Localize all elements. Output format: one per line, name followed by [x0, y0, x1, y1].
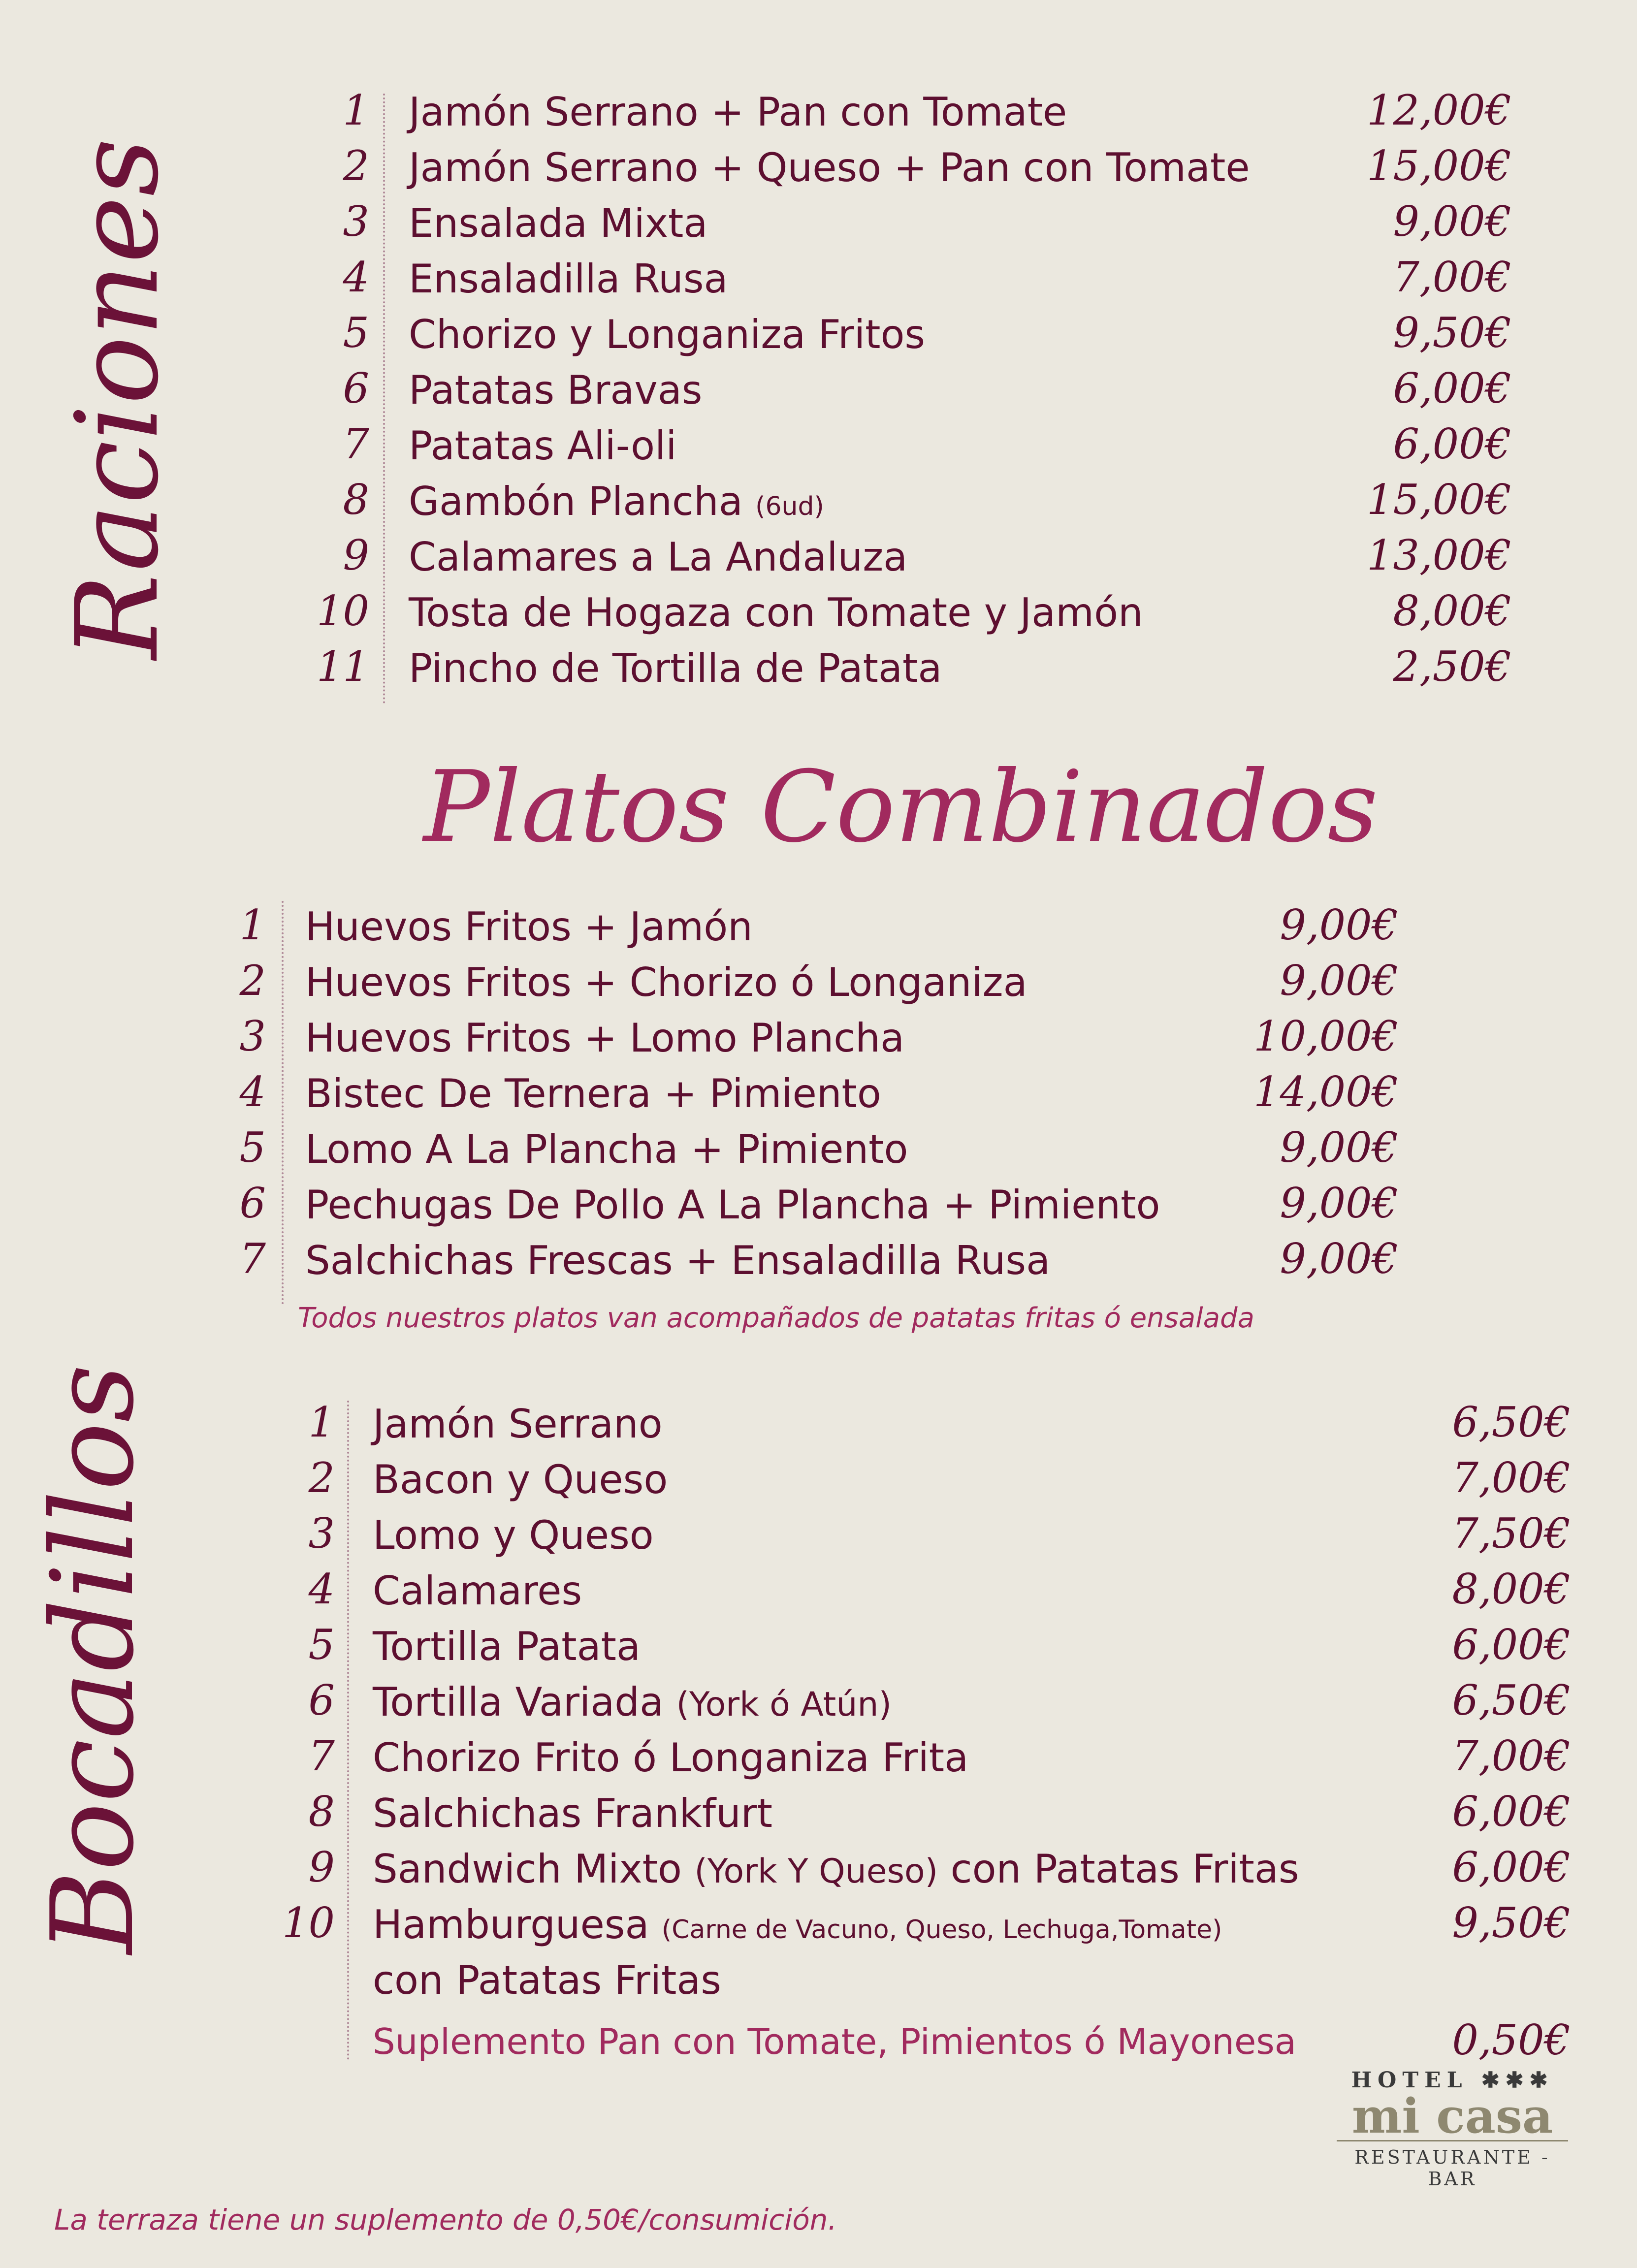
item-name [409, 312, 925, 357]
item-name [373, 1846, 1299, 1892]
item-name [409, 89, 1067, 135]
item-name [373, 1790, 772, 1836]
item-number: 6 [343, 364, 369, 413]
item-name [373, 1679, 892, 1725]
menu-item [0, 1899, 1637, 2003]
menu-item [0, 1843, 1637, 1899]
item-price: 9,00€ [1280, 957, 1398, 1005]
menu-item [0, 1012, 1637, 1068]
item-price: 13,00€ [1367, 531, 1511, 579]
item-price: 9,00€ [1393, 197, 1511, 246]
item-name-text: Gambón Plancha [409, 479, 743, 524]
item-price: 10,00€ [1253, 1012, 1398, 1060]
raciones-list [0, 86, 1637, 697]
item-name [373, 1568, 582, 1614]
hotel-logo [1337, 2068, 1568, 2190]
item-name-detail: (York Y Queso) [694, 1852, 938, 1891]
item-number: 2 [308, 1454, 335, 1502]
item-name-text: Tortilla Patata [373, 1624, 641, 1669]
item-name-text: Hamburguesa [373, 1902, 649, 1948]
menu-item [0, 1621, 1637, 1676]
item-name [305, 1182, 1160, 1228]
item-name-line2: con Patatas Fritas [373, 1957, 722, 2003]
stars-icon: ✱✱✱ [1481, 2068, 1554, 2093]
item-name-text: Patatas Ali-oli [409, 423, 677, 469]
menu-item [0, 587, 1637, 642]
item-name [305, 904, 753, 950]
item-price: 9,50€ [1452, 1899, 1571, 1947]
item-price: 6,50€ [1452, 1398, 1571, 1446]
item-name-text: Patatas Bravas [409, 367, 703, 413]
menu-item [0, 1788, 1637, 1843]
item-number: 2 [239, 957, 266, 1005]
item-price: 8,00€ [1393, 587, 1511, 635]
item-price: 15,00€ [1367, 476, 1511, 524]
item-price: 12,00€ [1367, 86, 1511, 134]
item-price: 9,00€ [1280, 901, 1398, 949]
menu-item [0, 1509, 1637, 1565]
item-name [409, 534, 907, 580]
item-name [373, 1902, 1222, 1948]
item-name-text: Bacon y Queso [373, 1457, 668, 1502]
menu-item [0, 1068, 1637, 1123]
item-price: 15,00€ [1367, 142, 1511, 190]
menu-item [0, 1235, 1637, 1290]
item-price: 8,00€ [1452, 1565, 1571, 1613]
item-number: 5 [343, 309, 369, 357]
platos-title: Platos Combinados [423, 750, 1378, 864]
item-number: 5 [308, 1621, 335, 1669]
item-number: 3 [239, 1012, 266, 1060]
item-number: 3 [308, 1509, 335, 1558]
platos-list [0, 901, 1637, 1305]
menu-item [0, 901, 1637, 957]
item-number: 8 [308, 1788, 335, 1836]
menu-item [0, 142, 1637, 197]
item-name-text: Salchichas Frescas + Ensaladilla Rusa [305, 1238, 1051, 1283]
item-name [409, 590, 1143, 636]
menu-item [0, 957, 1637, 1012]
item-number: 1 [343, 86, 369, 134]
item-number: 10 [317, 587, 369, 635]
item-number: 9 [343, 531, 369, 579]
item-price: 2,50€ [1393, 642, 1511, 691]
item-name [305, 1126, 908, 1172]
item-number: 2 [343, 142, 369, 190]
item-name [305, 1071, 881, 1117]
item-number: 3 [343, 197, 369, 246]
item-name [409, 145, 1250, 191]
item-name-text: Jamón Serrano + Queso + Pan con Tomate [409, 145, 1250, 191]
menu-item [0, 1179, 1637, 1235]
menu-item [0, 309, 1637, 364]
item-name-text: Calamares a La Andaluza [409, 534, 908, 580]
menu-item [0, 531, 1637, 587]
item-number: 6 [308, 1676, 335, 1725]
item-price: 7,00€ [1393, 253, 1511, 301]
item-number: 4 [239, 1068, 266, 1116]
menu-item [0, 86, 1637, 142]
item-name-text: Huevos Fritos + Lomo Plancha [305, 1015, 904, 1061]
bocadillos-list [0, 1398, 1637, 2013]
item-name-text: Chorizo y Longaniza Fritos [409, 312, 926, 357]
item-name [409, 423, 677, 469]
item-number: 8 [343, 476, 369, 524]
item-name [305, 959, 1027, 1005]
item-name [409, 645, 942, 691]
item-name-text: Salchichas Frankfurt [373, 1790, 773, 1836]
item-name-text: Calamares [373, 1568, 582, 1614]
suplemento-price: 0,50€ [1452, 2016, 1571, 2064]
item-name-suffix: con Patatas Fritas [950, 1846, 1299, 1892]
terraza-note: La terraza tiene un suplemento de 0,50€/consumición. [54, 2203, 837, 2236]
item-name-text: Chorizo Frito ó Longaniza Frita [373, 1735, 969, 1781]
item-price: 9,00€ [1280, 1235, 1398, 1283]
item-name-text: Huevos Fritos + Jamón [305, 904, 753, 950]
item-name [373, 1401, 663, 1447]
item-name [373, 1735, 968, 1781]
item-price: 6,00€ [1452, 1843, 1571, 1891]
menu-item [0, 1123, 1637, 1179]
item-name-text: Tortilla Variada [373, 1679, 664, 1725]
item-name [373, 1457, 668, 1502]
item-name-text: Pincho de Tortilla de Patata [409, 645, 942, 691]
menu-item [0, 253, 1637, 309]
item-name-detail: (York ó Atún) [676, 1685, 892, 1724]
item-number: 4 [308, 1565, 335, 1613]
item-name [409, 256, 728, 302]
menu-item [0, 1676, 1637, 1732]
item-price: 6,00€ [1452, 1621, 1571, 1669]
item-price: 6,00€ [1452, 1788, 1571, 1836]
item-name [409, 200, 707, 246]
menu-item [0, 476, 1637, 531]
item-name-text: Lomo A La Plancha + Pimiento [305, 1126, 908, 1172]
item-number: 10 [282, 1899, 335, 1947]
item-price: 9,50€ [1393, 309, 1511, 357]
item-name-text: Pechugas De Pollo A La Plancha + Pimiento [305, 1182, 1160, 1228]
logo-hotel-text: HOTEL ✱✱✱ [1351, 2068, 1554, 2093]
logo-subtitle: RESTAURANTE - BAR [1337, 2140, 1568, 2190]
item-number: 4 [343, 253, 369, 301]
menu-item [0, 197, 1637, 253]
item-name-text: Jamón Serrano + Pan con Tomate [409, 89, 1067, 135]
item-price: 6,00€ [1393, 364, 1511, 413]
item-name-text: Sandwich Mixto [373, 1846, 682, 1892]
logo-brand: mi casa [1351, 2088, 1553, 2144]
item-number: 6 [239, 1179, 266, 1227]
item-number: 1 [308, 1398, 335, 1446]
item-name-text: Jamón Serrano [373, 1401, 663, 1447]
item-name [409, 367, 702, 413]
item-name [305, 1238, 1050, 1283]
menu-item [0, 1565, 1637, 1621]
item-name [373, 1512, 654, 1558]
menu-item [0, 420, 1637, 476]
item-name [305, 1015, 904, 1061]
item-name-text: Bistec De Ternera + Pimiento [305, 1071, 881, 1117]
item-name-detail: (Carne de Vacuno, Queso, Lechuga,Tomate) [661, 1915, 1222, 1945]
item-name-text: Ensalada Mixta [409, 200, 708, 246]
item-number: 5 [239, 1123, 266, 1172]
item-number: 7 [308, 1732, 335, 1780]
item-number: 1 [239, 901, 266, 949]
menu-item [0, 364, 1637, 420]
item-price: 7,50€ [1452, 1509, 1571, 1558]
item-price: 7,00€ [1452, 1732, 1571, 1780]
item-number: 7 [343, 420, 369, 468]
item-price: 6,00€ [1393, 420, 1511, 468]
menu-item [0, 642, 1637, 698]
bocadillos-title: Bocadillos [28, 1364, 159, 1954]
menu-item [0, 1454, 1637, 1509]
suplemento-text: Suplemento Pan con Tomate, Pimientos ó Mayonesa [373, 2021, 1296, 2062]
item-price: 9,00€ [1280, 1123, 1398, 1172]
item-number: 7 [239, 1235, 266, 1283]
item-name-text: Ensaladilla Rusa [409, 256, 728, 302]
item-number: 9 [308, 1843, 335, 1891]
item-name-text: Huevos Fritos + Chorizo ó Longaniza [305, 959, 1027, 1005]
item-name-detail: (6ud) [755, 492, 824, 521]
item-name-text: Tosta de Hogaza con Tomate y Jamón [409, 590, 1143, 636]
item-name [373, 1624, 641, 1669]
item-price: 9,00€ [1280, 1179, 1398, 1227]
raciones-title: Raciones [52, 138, 184, 660]
item-name-text: Lomo y Queso [373, 1512, 654, 1558]
item-number: 11 [317, 642, 369, 691]
menu-item [0, 1398, 1637, 1454]
item-price: 14,00€ [1253, 1068, 1398, 1116]
platos-note: Todos nuestros platos van acompañados de patatas fritas ó ensalada [298, 1302, 1254, 1334]
item-price: 7,00€ [1452, 1454, 1571, 1502]
item-name [409, 479, 824, 524]
menu-item [0, 1732, 1637, 1788]
item-price: 6,50€ [1452, 1676, 1571, 1725]
